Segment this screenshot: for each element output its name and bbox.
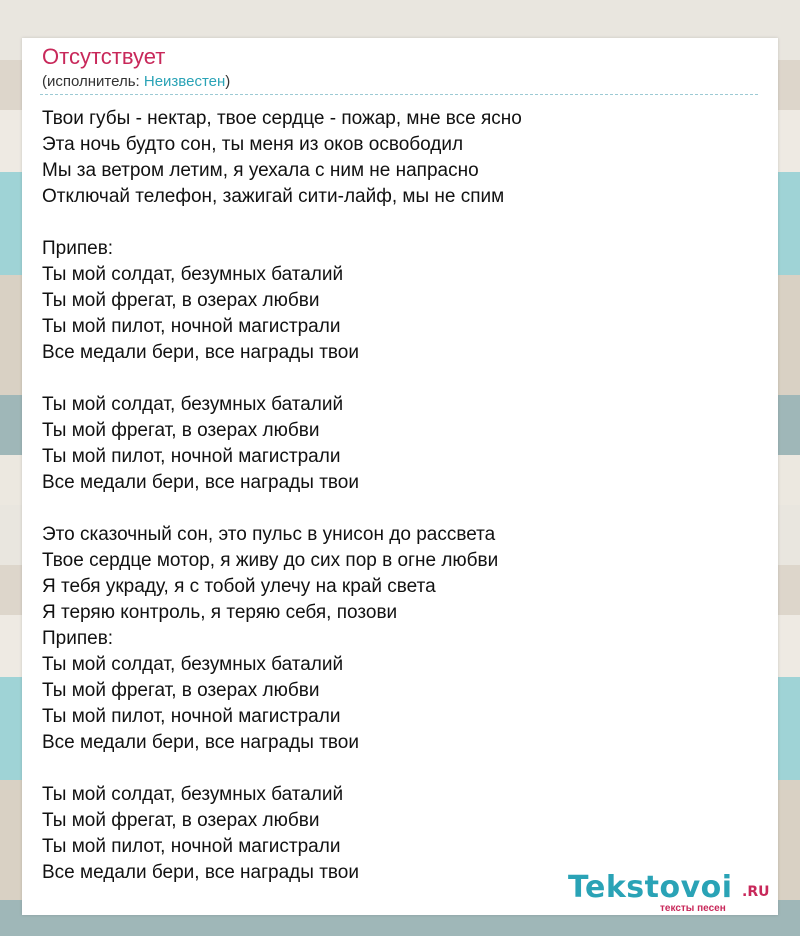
lyrics-line: Ты мой пилот, ночной магистрали bbox=[42, 316, 341, 337]
lyrics-line: Ты мой солдат, безумных баталий bbox=[42, 264, 344, 285]
lyrics-line: Все медали бери, все награды твои bbox=[42, 732, 359, 753]
artist-line bbox=[42, 73, 230, 91]
lyrics-line: Ты мой пилот, ночной магистрали bbox=[42, 836, 341, 857]
site-logo[interactable] bbox=[568, 870, 778, 914]
lyrics-line: Все медали бери, все награды твои bbox=[42, 342, 359, 363]
song-title: Отсутствует bbox=[42, 44, 166, 69]
lyrics-line: Ты мой солдат, безумных баталий bbox=[42, 784, 344, 805]
lyrics-line: Эта ночь будто сон, ты меня из оков освободил bbox=[42, 134, 464, 155]
lyrics-line: Ты мой фрегат, в озерах любви bbox=[42, 680, 320, 701]
lyrics-line: Ты мой пилот, ночной магистрали bbox=[42, 706, 341, 727]
lyrics-blank-line bbox=[42, 496, 522, 522]
lyrics-line: Ты мой фрегат, в озерах любви bbox=[42, 420, 320, 441]
artist-link[interactable]: Неизвестен bbox=[143, 73, 226, 90]
lyrics-blank-line bbox=[42, 366, 522, 392]
lyrics-line: Мы за ветром летим, я уехала с ним не напрасно bbox=[42, 160, 479, 181]
lyrics-card bbox=[22, 38, 778, 915]
lyrics-line: Твое сердце мотор, я живу до сих пор в огне любви bbox=[42, 550, 499, 571]
artist-suffix: ) bbox=[225, 73, 231, 90]
lyrics-line: Все медали бери, все награды твои bbox=[42, 862, 359, 883]
lyrics-line: Я тебя украду, я с тобой улечу на край света bbox=[42, 576, 436, 597]
lyrics-line: Все медали бери, все награды твои bbox=[42, 472, 359, 493]
logo-wordmark: Tekstovoi bbox=[568, 870, 733, 905]
artist-prefix: (исполнитель: bbox=[42, 73, 144, 90]
lyrics-line: Твои губы - нектар, твое сердце - пожар, мне все ясно bbox=[42, 108, 522, 129]
lyrics-line: Ты мой фрегат, в озерах любви bbox=[42, 290, 320, 311]
lyrics-blank-line bbox=[42, 756, 522, 782]
lyrics-text bbox=[42, 106, 522, 886]
lyrics-line: Припев: bbox=[42, 628, 114, 649]
lyrics-line: Ты мой пилот, ночной магистрали bbox=[42, 446, 341, 467]
logo-domain: .RU bbox=[742, 884, 770, 900]
lyrics-blank-line bbox=[42, 210, 522, 236]
lyrics-line: Ты мой солдат, безумных баталий bbox=[42, 394, 344, 415]
lyrics-line: Я теряю контроль, я теряю себя, позови bbox=[42, 602, 398, 623]
lyrics-line: Отключай телефон, зажигай сити-лайф, мы не спим bbox=[42, 186, 505, 207]
title-divider bbox=[40, 94, 758, 95]
lyrics-line: Это сказочный сон, это пульс в унисон до рассвета bbox=[42, 524, 496, 545]
logo-tagline: тексты песен bbox=[660, 903, 726, 914]
lyrics-line: Ты мой фрегат, в озерах любви bbox=[42, 810, 320, 831]
lyrics-line: Ты мой солдат, безумных баталий bbox=[42, 654, 344, 675]
lyrics-line: Припев: bbox=[42, 238, 114, 259]
